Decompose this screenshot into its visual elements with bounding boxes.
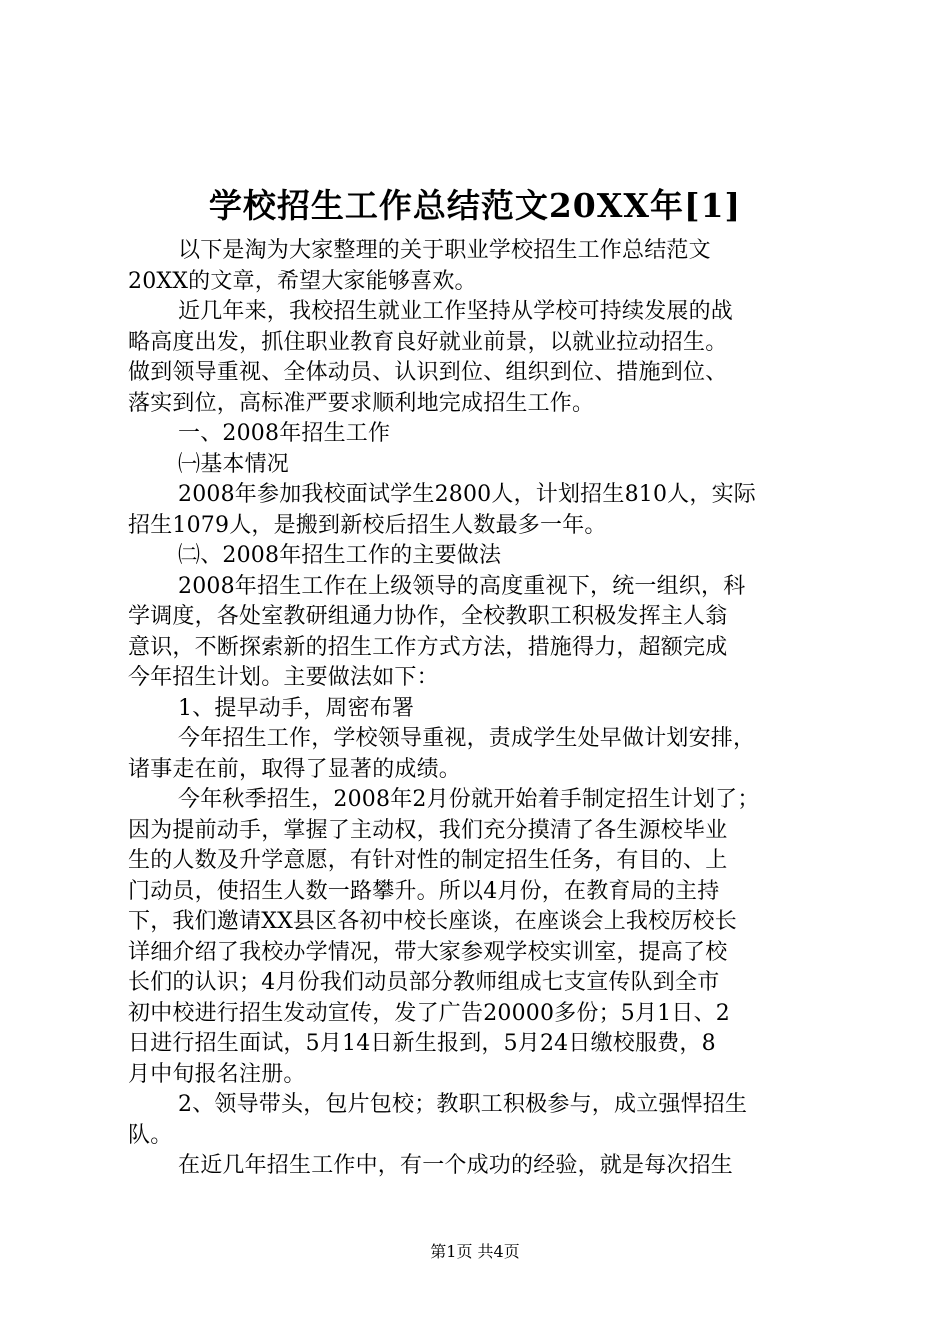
text-line: 2008年参加我校面试学生2800人，计划招生810人，实际 bbox=[178, 482, 756, 507]
text-line: 门动员，使招生人数一路攀升。所以4月份，在教育局的主持 bbox=[128, 878, 720, 904]
page-footer: 第1页 共4页 bbox=[430, 1242, 520, 1261]
text-line: 一、2008年招生工作 bbox=[178, 421, 391, 446]
text-line: 落实到位，高标准严要求顺利地完成招生工作。 bbox=[128, 390, 595, 416]
text-line: 诸事走在前，取得了显著的成绩。 bbox=[128, 756, 462, 782]
text-line: 下，我们邀请XX县区各初中校长座谈，在座谈会上我校厉校长 bbox=[128, 909, 737, 934]
text-line: 20XX的文章，希望大家能够喜欢。 bbox=[128, 268, 477, 294]
text-line: 在近几年招生工作中，有一个成功的经验，就是每次招生 bbox=[178, 1153, 734, 1178]
text-line: 略高度出发，抓住职业教育良好就业前景，以就业拉动招生。 bbox=[128, 329, 728, 355]
text-line: ㈠基本情况 bbox=[178, 451, 290, 477]
text-line: 招生1079人，是搬到新校后招生人数最多一年。 bbox=[128, 512, 607, 538]
text-line: 队。 bbox=[128, 1122, 173, 1148]
text-line: 因为提前动手，掌握了主动权，我们充分摸清了各生源校毕业 bbox=[128, 817, 728, 843]
text-line: 2、领导带头，包片包校；教职工积极参与，成立强悍招生 bbox=[178, 1092, 748, 1117]
text-line: 今年招生计划。主要做法如下： bbox=[128, 665, 439, 690]
text-line: 生的人数及升学意愿，有针对性的制定招生任务，有目的、上 bbox=[128, 848, 728, 873]
text-line: 日进行招生面试，5月14日新生报到，5月24日缴校服费，8 bbox=[128, 1031, 716, 1056]
text-line: 以下是淘为大家整理的关于职业学校招生工作总结范文 bbox=[178, 238, 711, 263]
text-line: 今年招生工作，学校领导重视，责成学生处早做计划安排， bbox=[178, 726, 756, 751]
document-title: 学校招生工作总结范文20XX年[1] bbox=[208, 186, 742, 225]
text-line: 做到领导重视、全体动员、认识到位、组织到位、措施到位、 bbox=[128, 360, 728, 385]
text-line: 初中校进行招生发动宣传，发了广告20000多份；5月1日、2 bbox=[128, 1000, 730, 1026]
text-line: 意识，不断探索新的招生工作方式方法，措施得力，超额完成 bbox=[128, 634, 728, 660]
text-line: 长们的认识；4月份我们动员部分教师组成七支宣传队到全市 bbox=[128, 970, 720, 995]
text-line: 月中旬报名注册。 bbox=[128, 1061, 306, 1087]
text-line: 详细介绍了我校办学情况，带大家参观学校实训室，提高了校 bbox=[128, 939, 728, 965]
text-line: 2008年招生工作在上级领导的高度重视下，统一组织，科 bbox=[178, 573, 746, 599]
text-line: 近几年来，我校招生就业工作坚持从学校可持续发展的战 bbox=[178, 299, 734, 324]
text-line: ㈡、2008年招生工作的主要做法 bbox=[178, 543, 502, 568]
text-line: 今年秋季招生，2008年2月份就开始着手制定招生计划了； bbox=[178, 787, 760, 812]
text-line: 1、提早动手，周密布署 bbox=[178, 695, 415, 721]
document-body bbox=[128, 236, 838, 1182]
text-line: 学调度，各处室教研组通力协作，全校教职工积极发挥主人翁 bbox=[128, 604, 728, 629]
